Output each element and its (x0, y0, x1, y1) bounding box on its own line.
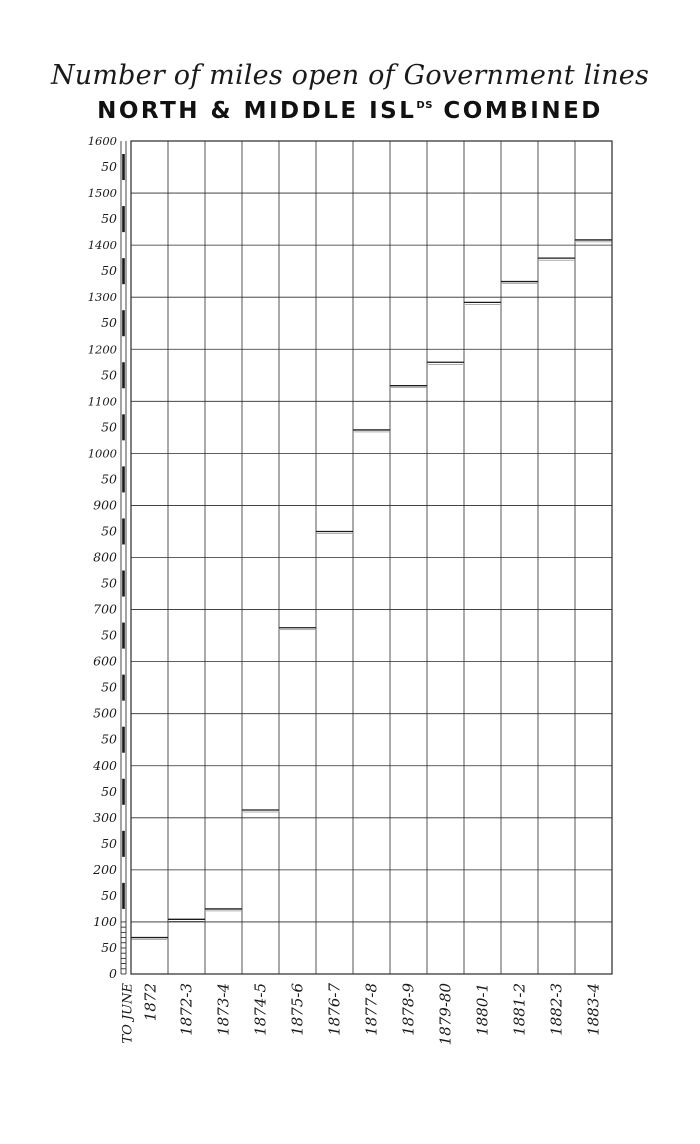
scale-strip-black-segment (122, 206, 125, 232)
scale-strip-black-segment (122, 466, 125, 492)
scale-strip-black-segment (122, 310, 125, 336)
y-tick-label: 100 (93, 913, 117, 929)
x-tick-label: 1874-5 (251, 983, 270, 1036)
y-tick-label: 50 (101, 367, 117, 383)
scale-strip-black-segment (122, 727, 125, 753)
y-tick-label: 700 (93, 601, 117, 617)
title-superscript: DS (416, 100, 433, 111)
x-tick-label: 1881-2 (510, 983, 529, 1036)
y-tick-label: 50 (101, 939, 117, 955)
y-tick-label: 50 (101, 835, 117, 851)
title-end-text: COMBINED (443, 98, 603, 124)
scale-strip-black-segment (122, 571, 125, 597)
y-tick-label: 1100 (87, 394, 117, 409)
chart-title-line-1: Number of miles open of Government lines (50, 60, 650, 91)
scale-strip-black-segment (122, 518, 125, 544)
x-tick-label: TO JUNE (120, 983, 136, 1044)
scale-strip-black-segment (122, 883, 125, 909)
x-tick-label: 1878-9 (399, 983, 418, 1036)
y-tick-label: 50 (101, 315, 117, 331)
x-tick-label: 1873-4 (214, 983, 233, 1036)
scale-strip-black-segment (122, 623, 125, 649)
x-tick-label: 1872-3 (177, 983, 196, 1036)
y-tick-label: 50 (101, 575, 117, 591)
y-tick-label: 1400 (87, 238, 117, 253)
title-main-text: NORTH & MIDDLE ISL (97, 98, 417, 124)
x-tick-label: 1875-6 (288, 983, 307, 1036)
y-tick-label: 50 (101, 471, 117, 487)
scale-strip-black-segment (122, 414, 125, 440)
x-tick-label: 1876-7 (325, 983, 344, 1036)
x-tick-label: 1879-80 (436, 983, 455, 1046)
y-tick-label: 50 (101, 523, 117, 539)
y-tick-label: 900 (93, 497, 117, 513)
y-tick-label: 500 (93, 705, 117, 721)
x-tick-label: 1872 (141, 983, 160, 1022)
y-tick-label: 50 (101, 159, 117, 175)
y-tick-label: 200 (93, 861, 117, 877)
scale-strip-black-segment (122, 779, 125, 805)
y-tick-label: 50 (101, 783, 117, 799)
scale-strip-black-segment (122, 362, 125, 388)
y-tick-label: 50 (101, 263, 117, 279)
y-tick-label: 1300 (87, 290, 117, 305)
y-tick-label: 400 (93, 757, 117, 773)
y-tick-label: 600 (93, 653, 117, 669)
scale-strip-black-segment (122, 831, 125, 857)
x-tick-label: 1883-4 (584, 983, 603, 1036)
y-tick-label: 50 (101, 419, 117, 435)
y-tick-label: 1200 (87, 342, 117, 357)
y-tick-label: 50 (101, 211, 117, 227)
x-tick-label: 1877-8 (362, 983, 381, 1036)
y-tick-label: 1000 (87, 446, 117, 461)
scale-strip-black-segment (122, 675, 125, 701)
y-tick-label: 1500 (87, 186, 117, 201)
y-tick-label: 300 (93, 809, 117, 825)
y-tick-label: 1600 (87, 134, 117, 148)
scale-strip-black-segment (122, 154, 125, 180)
y-tick-label: 50 (101, 731, 117, 747)
y-tick-label: 50 (101, 887, 117, 903)
y-tick-label: 50 (101, 627, 117, 643)
y-tick-label: 800 (93, 549, 117, 565)
scale-strip-black-segment (122, 258, 125, 284)
x-tick-label: 1882-3 (547, 983, 566, 1036)
x-tick-label: 1880-1 (473, 983, 492, 1036)
y-tick-label: 50 (101, 679, 117, 695)
y-tick-label: 0 (109, 966, 117, 981)
